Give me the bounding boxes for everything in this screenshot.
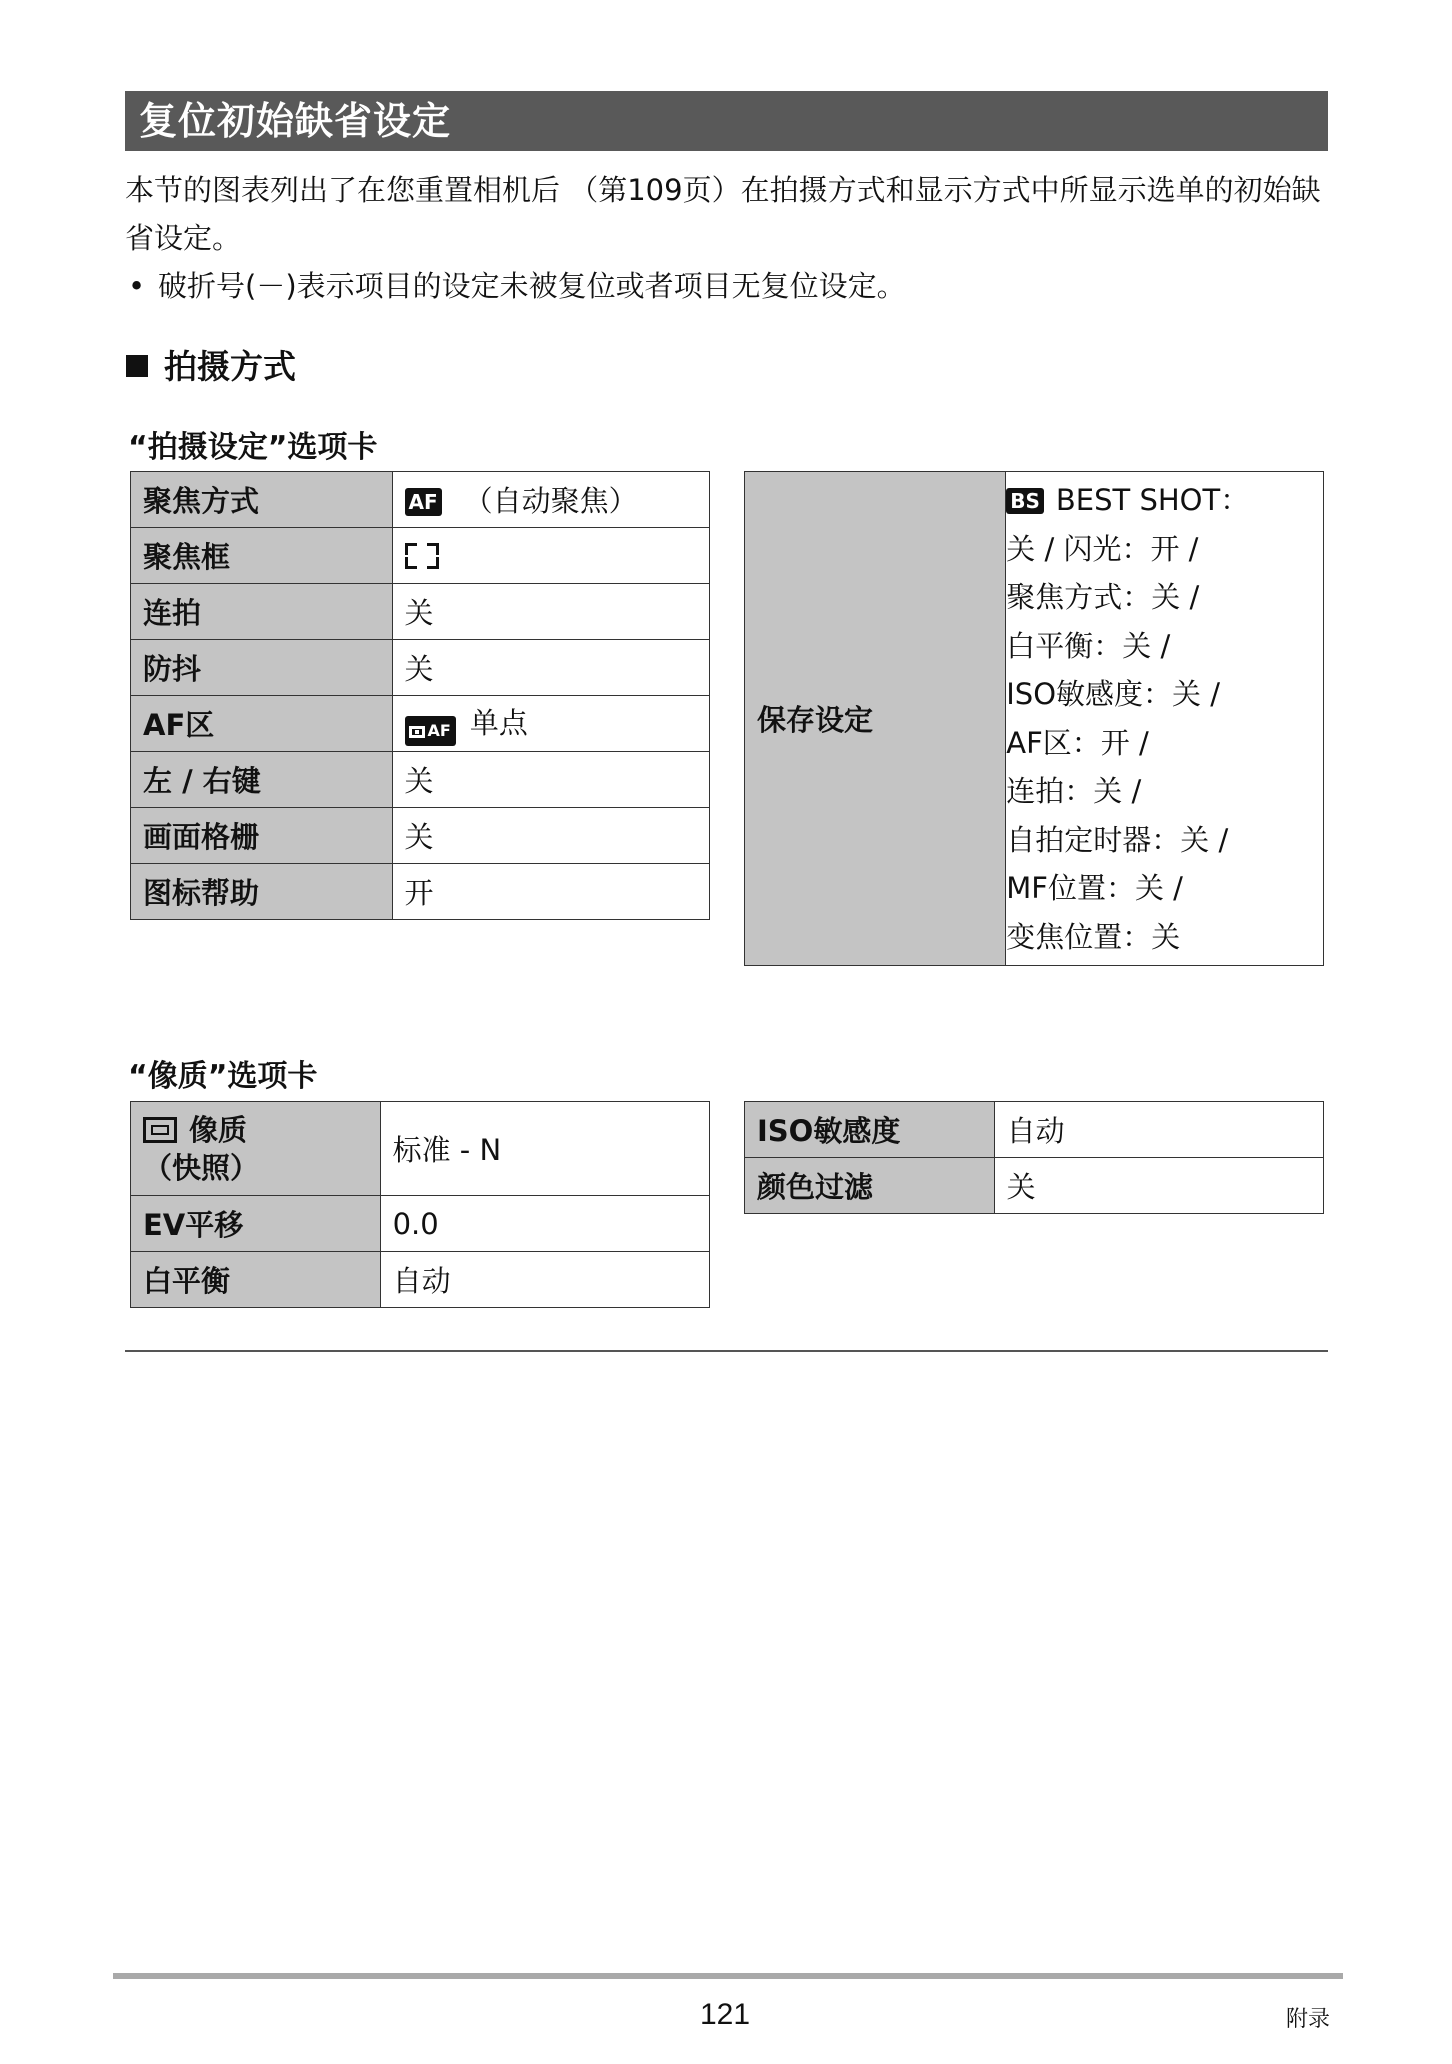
table-row [131,864,710,920]
note-bullet [128,262,906,310]
snapshot-icon [143,1117,177,1143]
save-line: 自拍定时器：关 / [1006,822,1229,857]
save-settings-values [1006,472,1324,966]
footer-rule [113,1973,1343,1979]
row-value: 标准 - N [380,1102,709,1196]
table-row [131,640,710,696]
shooting-mode-heading [126,344,296,390]
divider [125,1350,1328,1352]
quality-table-2 [744,1101,1324,1214]
row-label: 左 / 右键 [131,752,393,808]
section-title: 复位初始缺省设定 [125,91,1328,151]
row-label: 像质 （快照） [131,1102,381,1196]
row-label: 防抖 [131,640,393,696]
row-label: EV平移 [131,1196,381,1252]
save-settings-table [744,471,1324,966]
quality-table [130,1101,710,1308]
bullet-dot: • [128,269,146,303]
row-value: 自动 [994,1102,1323,1158]
table-row [131,1196,710,1252]
row-label: AF区 [131,696,393,752]
row-label: 颜色过滤 [745,1158,995,1214]
row-value: 关 [994,1158,1323,1214]
row-label: ISO敏感度 [745,1102,995,1158]
row-label: 图标帮助 [131,864,393,920]
row-value: 关 [392,640,709,696]
save-line: 变焦位置：关 [1006,919,1181,954]
row-value: 开 [392,864,709,920]
save-line: 白平衡：关 / [1006,628,1171,663]
row-label: 画面格栅 [131,808,393,864]
row-value [392,528,709,584]
shoot-tab-title: “拍摄设定”选项卡 [128,430,378,465]
save-line: BS BEST SHOT： [1006,476,1323,525]
table-row [745,1102,1324,1158]
table-row [745,472,1324,966]
table-row [131,808,710,864]
section-label: 附录 [1286,2007,1331,2032]
square-bullet-icon [126,355,148,377]
save-line: 连拍：关 / [1006,774,1142,808]
row-label: 白平衡 [131,1252,381,1308]
save-line: MF位置：关 / [1006,871,1183,905]
table-row [131,1252,710,1308]
spot-af-icon: AF [405,716,456,746]
intro-paragraph: 本节的图表列出了在您重置相机后 （第109页）在拍摄方式和显示方式中所显示选单的初始缺省设定。 [125,173,1321,255]
table-row [131,584,710,640]
row-value: AF （自动聚焦） [392,472,709,528]
save-line: 关 / 闪光：开 / [1006,531,1199,566]
page-number: 121 [700,1998,751,2031]
quality-tab-title: “像质”选项卡 [128,1059,318,1094]
note-text: 破折号(－)表示项目的设定未被复位或者项目无复位设定。 [158,269,906,303]
save-line: ISO敏感度：关 / [1006,677,1221,711]
heading-text: 拍摄方式 [164,347,296,386]
row-value: 关 [392,808,709,864]
shoot-settings-table [130,471,710,920]
row-label: 连拍 [131,584,393,640]
table-row [131,752,710,808]
row-label: 聚焦方式 [131,472,393,528]
bs-icon: BS [1006,488,1044,514]
save-line: 聚焦方式：关 / [1006,580,1200,614]
row-label: 保存设定 [745,472,1006,966]
table-row [131,528,710,584]
row-value: AF 单点 [392,696,709,752]
row-value: 关 [392,752,709,808]
af-icon: AF [405,488,442,516]
row-value: 0.0 [380,1196,709,1252]
row-value: 关 [392,584,709,640]
table-row [131,472,710,528]
table-row [131,1102,710,1196]
row-label: 聚焦框 [131,528,393,584]
table-row [745,1158,1324,1214]
save-line: AF区：开 / [1006,725,1149,760]
row-value: 自动 [380,1252,709,1308]
focus-frame-icon [405,543,439,569]
table-row [131,696,710,752]
